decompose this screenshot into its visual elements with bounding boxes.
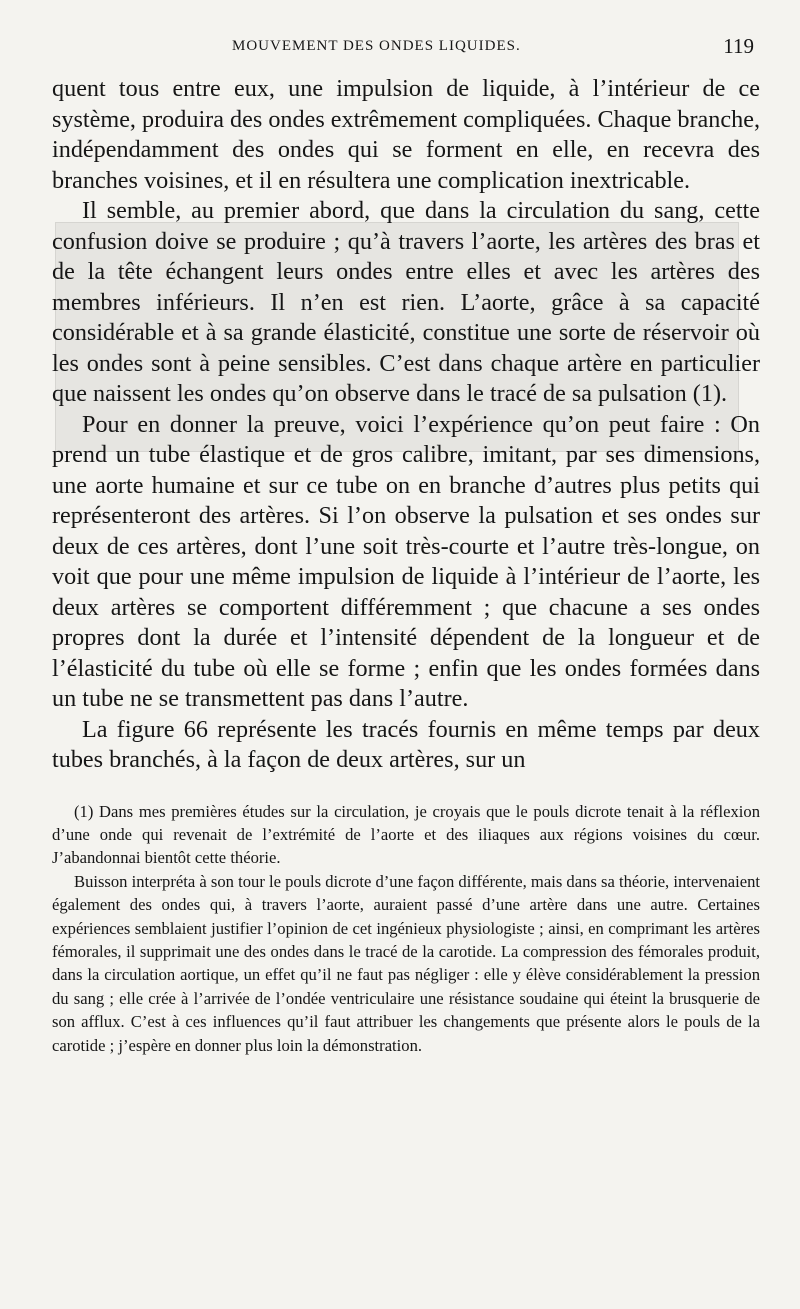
page-number: 119 xyxy=(723,34,754,58)
paragraph-experience: Pour en donner la preuve, voici l’expérience qu’on peut faire : On prend un tube élastique et de gros calibre, imitant, par ses dimensions, une aorte humaine et sur ce tube on en branche d’autres plus petits qui représenteront des artères. Si l’on observe la pulsation et ses ondes sur deux de ces artères, dont l’une soit très-courte et l’autre très-longue, on voit que pour une même impulsion de liquide à l’intérieur de l’aorte, les deux artères se comportent différemment ; que chacune a ses ondes propres dont la durée et l’intensité dépendent de la longueur et de l’élasticité du tube où elle se forme ; enfin que les ondes formées dans un tube ne se transmettent pas dans l’autre. xyxy=(52,410,760,712)
footnote-1: (1) Dans mes premières études sur la circulation, je croyais que le pouls dicrote tenait à la réflexion d’une onde qui revenait de l’extrémité de l’aorte et des iliaques aux régions voisines du cœur. J’abandonnai bientôt cette théorie. xyxy=(52,801,760,868)
paragraph-figure-66: La figure 66 représente les tracés fournis en même temps par deux tubes branchés, à la façon de deux artères, sur un xyxy=(52,715,760,773)
footnotes xyxy=(52,800,760,1057)
running-head: MOUVEMENT DES ONDES LIQUIDES. xyxy=(232,38,521,54)
paragraph-aorte: Il semble, au premier abord, que dans la circulation du sang, cette confusion doive se produire ; qu’à travers l’aorte, les artères des bras et de la tête échangent leurs ondes entre elles et avec les artères des membres inférieurs. Il n’en est rien. L’aorte, grâce à sa capacité considérable et à sa grande élasticité, constitue une sorte de réservoir où les ondes sont à peine sensibles. C’est dans chaque artère en particulier que naissent les ondes qu’on observe dans le tracé de sa pulsation (1). xyxy=(52,197,760,407)
footnote-1-continued: Buisson interpréta à son tour le pouls dicrote d’une façon différente, mais dans sa théorie, intervenaient également des ondes qui, à travers l’aorte, auraient passé d’une artère dans une autre. Certaines expériences semblaient justifier l’opinion de cet ingénieux physiologiste ; ainsi, en comprimant les artères fémorales, il supprimait une des ondes dans le tracé de la carotide. La compression des fémorales produit, dans la circulation aortique, un effet qu’il ne faut pas négliger : elle y élève considérablement la pression du sang ; elle crée à l’arrivée de l’ondée ventriculaire une résistance soudaine qui éteint la brusquerie de son afflux. C’est à ces influences qu’il faut attribuer les changements que présente alors le pouls de la carotide ; j’espère en donner plus loin la démonstration. xyxy=(52,871,760,1055)
paragraph-continuation: quent tous entre eux, une impulsion de liquide, à l’intérieur de ce système, produira des ondes extrêmement compliquées. Chaque branche, indépendamment des ondes qui se forment en elle, en recevra des branches voisines, et il en résultera une complication inextricable. xyxy=(52,75,760,194)
page-header xyxy=(52,30,760,66)
body-text xyxy=(52,74,760,776)
